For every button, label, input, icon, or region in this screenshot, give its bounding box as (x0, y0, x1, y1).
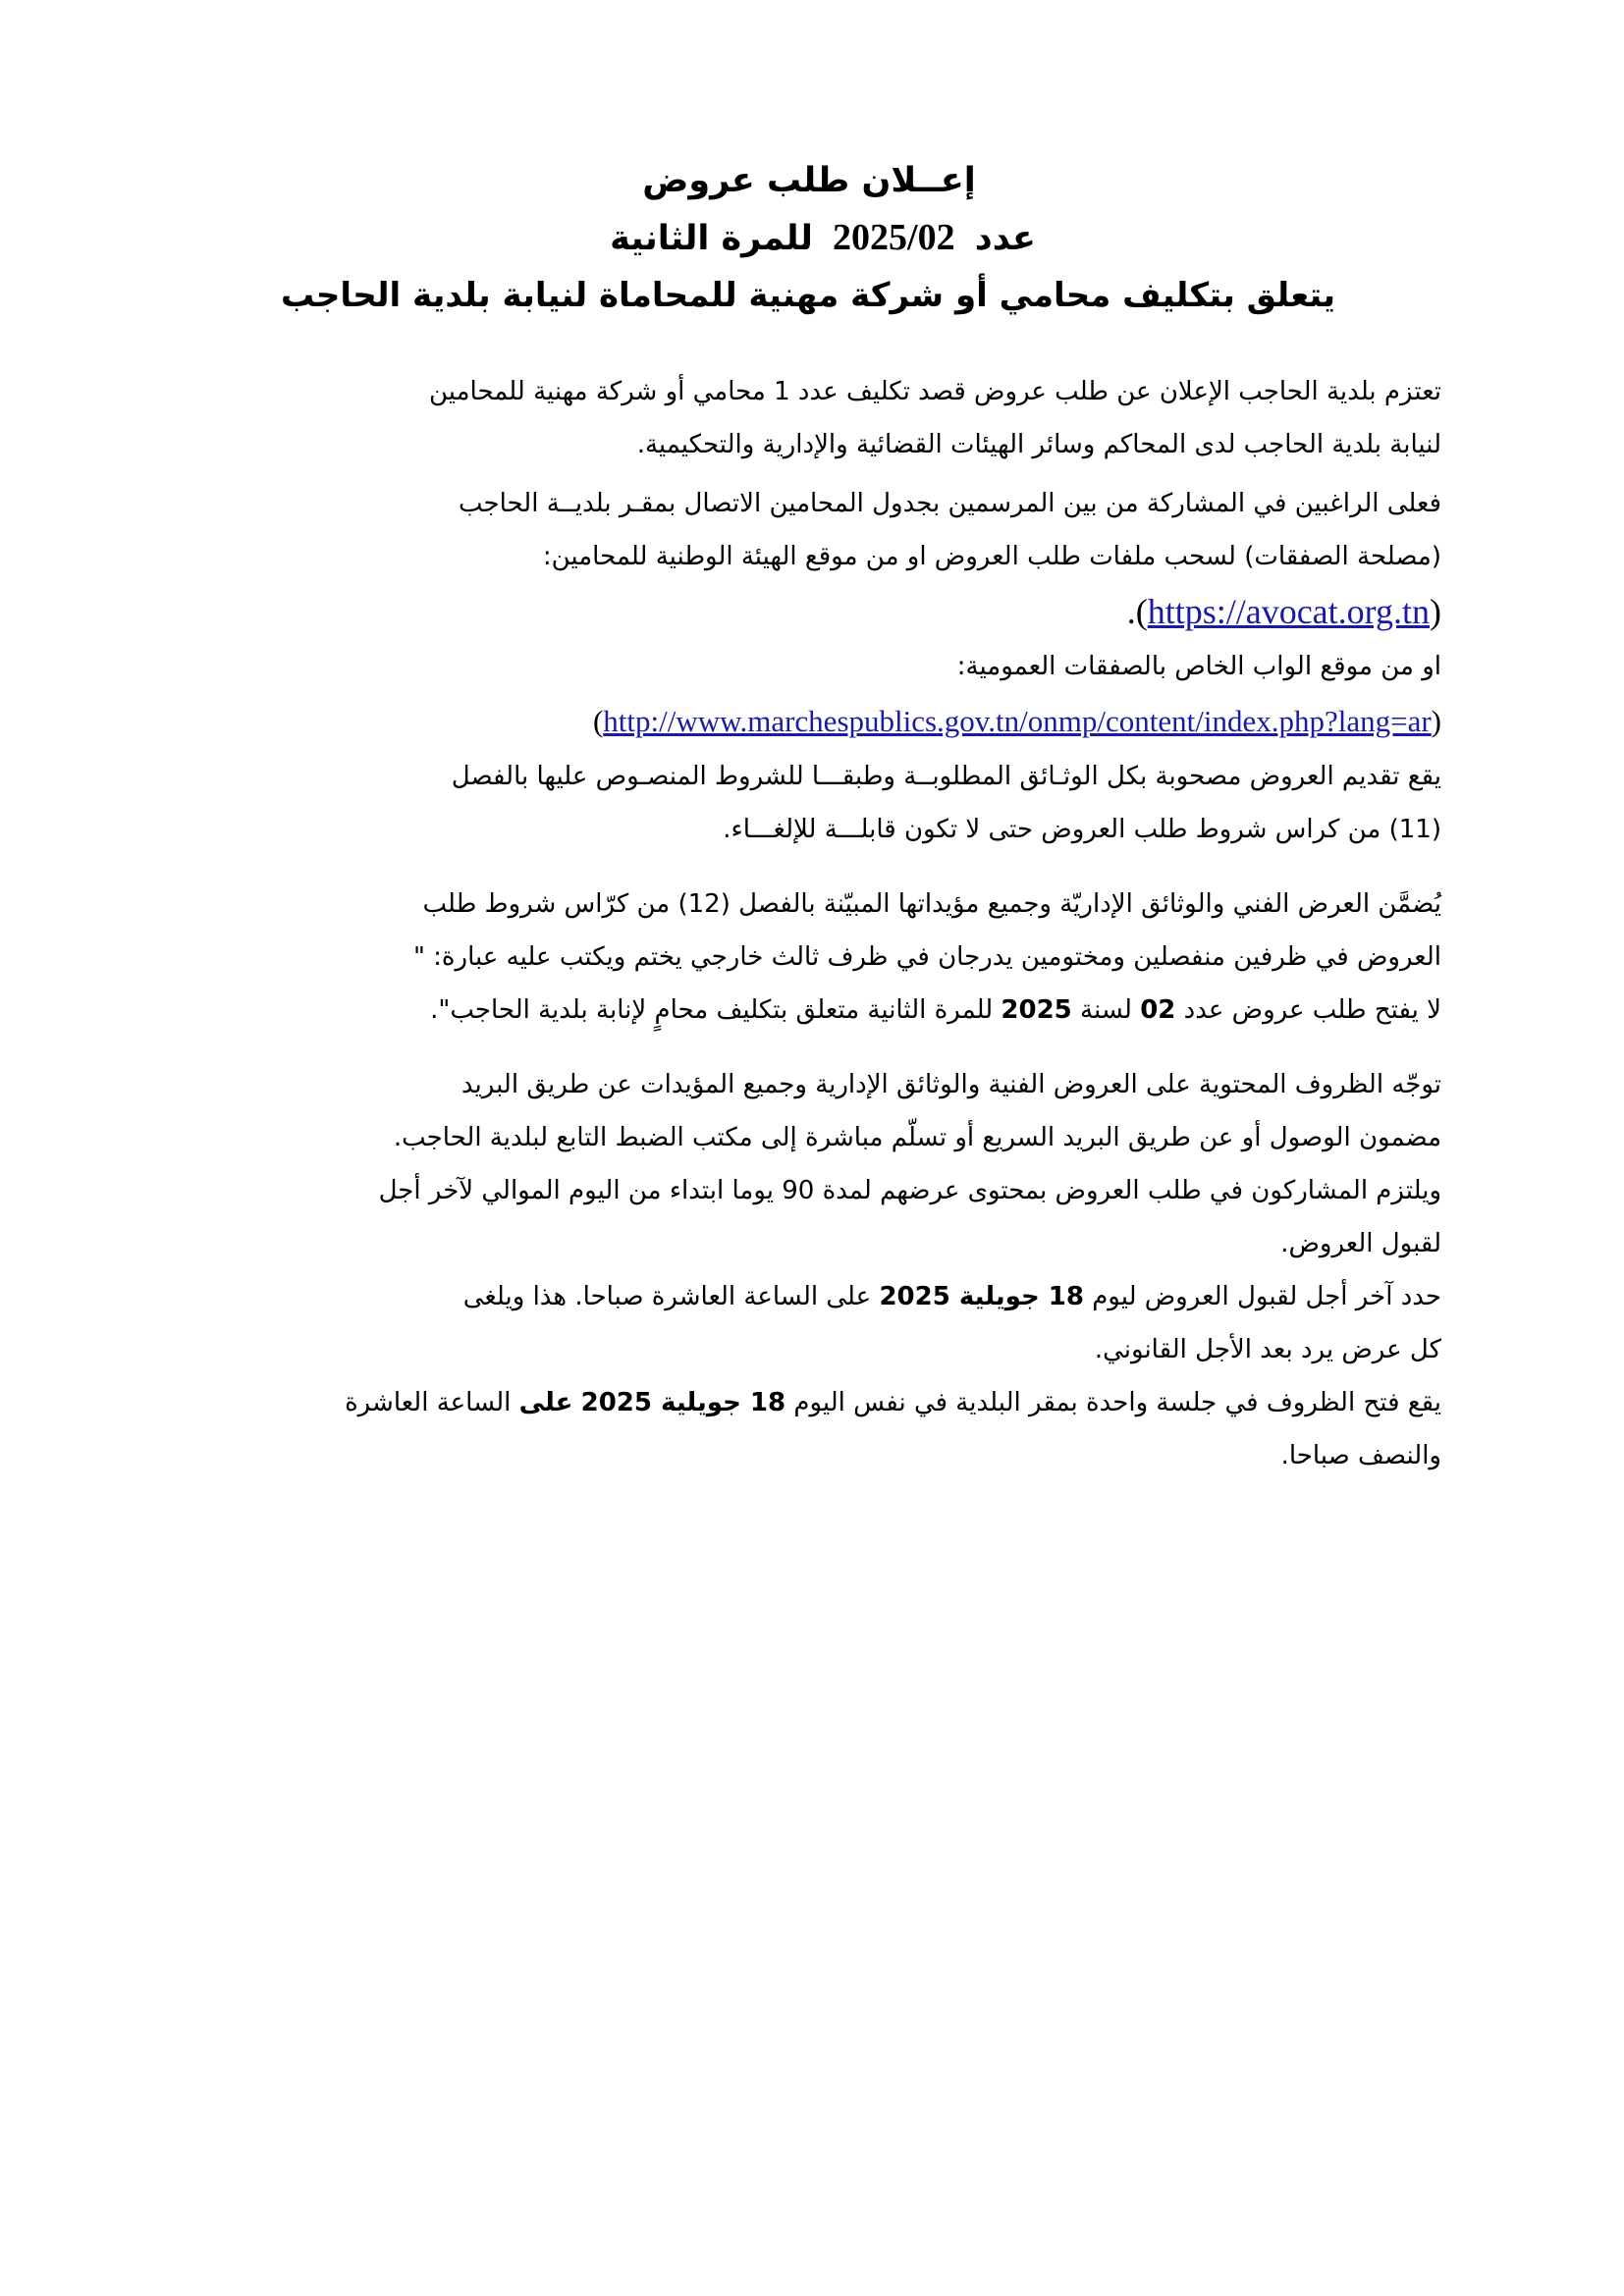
text-line: فعلى الراغبين في المشاركة من بين المرسمين بجدول المحامين الاتصال بمقـر بلديــة الحاجب (459, 489, 1441, 518)
text-line: لا يفتح طلب عروض عدد 02 لسنة 2025 للمرة الثانية متعلق بتكليف محامٍ لإنابة بلدية الحاجب". (430, 995, 1441, 1025)
announcement-page (165, 152, 1441, 1488)
text-line: يُضمَّن العرض الفني والوثائق الإداريّة وجميع مؤيداتها المبيّنة بالفصل (12) من كرّاس شروط طلب (422, 889, 1441, 919)
text-line: يقع تقديم العروض مصحوبة بكل الوثـائق المطلوبــة وطبقـــا للشروط المنصـوص عليها بالفصل (451, 762, 1441, 791)
announcement-number (165, 209, 1441, 267)
paragraph-delivery (165, 1058, 1441, 1482)
number-prefix: عدد (974, 219, 1036, 258)
paragraph-intro (165, 365, 1441, 471)
avocat-link[interactable]: https://avocat.org.tn (1147, 592, 1430, 631)
title-block (165, 152, 1441, 324)
text-line: حدد آخر أجل لقبول العروض ليوم 18 جويلية 2025 على الساعة العاشرة صباحا. هذا ويلغى (462, 1282, 1441, 1311)
text-line: (11) من كراس شروط طلب العروض حتى لا تكون قابلـــة للإلغـــاء. (723, 815, 1441, 844)
number-value: 2025/02 (833, 217, 955, 258)
marchespublics-link[interactable]: http://www.marchespublics.gov.tn/onmp/content/index.php?lang=ar (603, 704, 1432, 738)
text-line: والنصف صباحا. (1280, 1441, 1441, 1470)
text-line: او من موقع الواب الخاص بالصفقات العمومية: (956, 652, 1441, 681)
marchespublics-link-line: (http://www.marchespublics.gov.tn/onmp/content/index.php?lang=ar) (592, 704, 1441, 738)
deadline-date: 18 جويلية 2025 (879, 1282, 1084, 1311)
announcement-body (165, 365, 1441, 1482)
page-title: إعــلان طلب عروض (642, 161, 976, 200)
text-line: العروض في ظرفين منفصلين ومختومين يدرجان في ظرف ثالث خارجي يختم ويكتب عليه عبارة: " (412, 942, 1441, 972)
paragraph-withdrawal (165, 477, 1441, 856)
paragraph-envelopes (165, 878, 1441, 1037)
text-line: يقع فتح الظروف في جلسة واحدة بمقر البلدية في نفس اليوم 18 جويلية 2025 على الساعة العاشرة (345, 1388, 1441, 1417)
text-line: تعتزم بلدية الحاجب الإعلان عن طلب عروض قصد تكليف عدد 1 محامي أو شركة مهنية للمحامين (428, 377, 1441, 406)
text-line: لنيابة بلدية الحاجب لدى المحاكم وسائر الهيئات القضائية والإدارية والتحكيمية. (636, 430, 1441, 459)
text-line: (مصلحة الصفقات) لسحب ملفات طلب العروض او من موقع الهيئة الوطنية للمحامين: (542, 542, 1441, 571)
number-suffix: للمرة الثانية (610, 219, 813, 258)
opening-date: 18 جويلية 2025 (580, 1388, 786, 1417)
text-line: ويلتزم المشاركون في طلب العروض بمحتوى عرضهم لمدة 90 يوما ابتداء من اليوم الموالي لآخر أجل (378, 1176, 1441, 1205)
text-line: لقبول العروض. (1280, 1229, 1441, 1258)
text-line: مضمون الوصول أو عن طريق البريد السريع أو تسلّم مباشرة إلى مكتب الضبط التابع لبلدية الحاجب. (393, 1123, 1441, 1152)
avocat-link-line: (https://avocat.org.tn). (1126, 592, 1441, 631)
text-line: كل عرض يرد بعد الأجل القانوني. (1094, 1335, 1441, 1364)
text-line: توجّه الظروف المحتوية على العروض الفنية والوثائق الإدارية وجميع المؤيدات عن طريق البريد (460, 1070, 1441, 1099)
announcement-subject: يتعلق بتكليف محامي أو شركة مهنية للمحاماة لنيابة بلدية الحاجب (280, 276, 1336, 315)
